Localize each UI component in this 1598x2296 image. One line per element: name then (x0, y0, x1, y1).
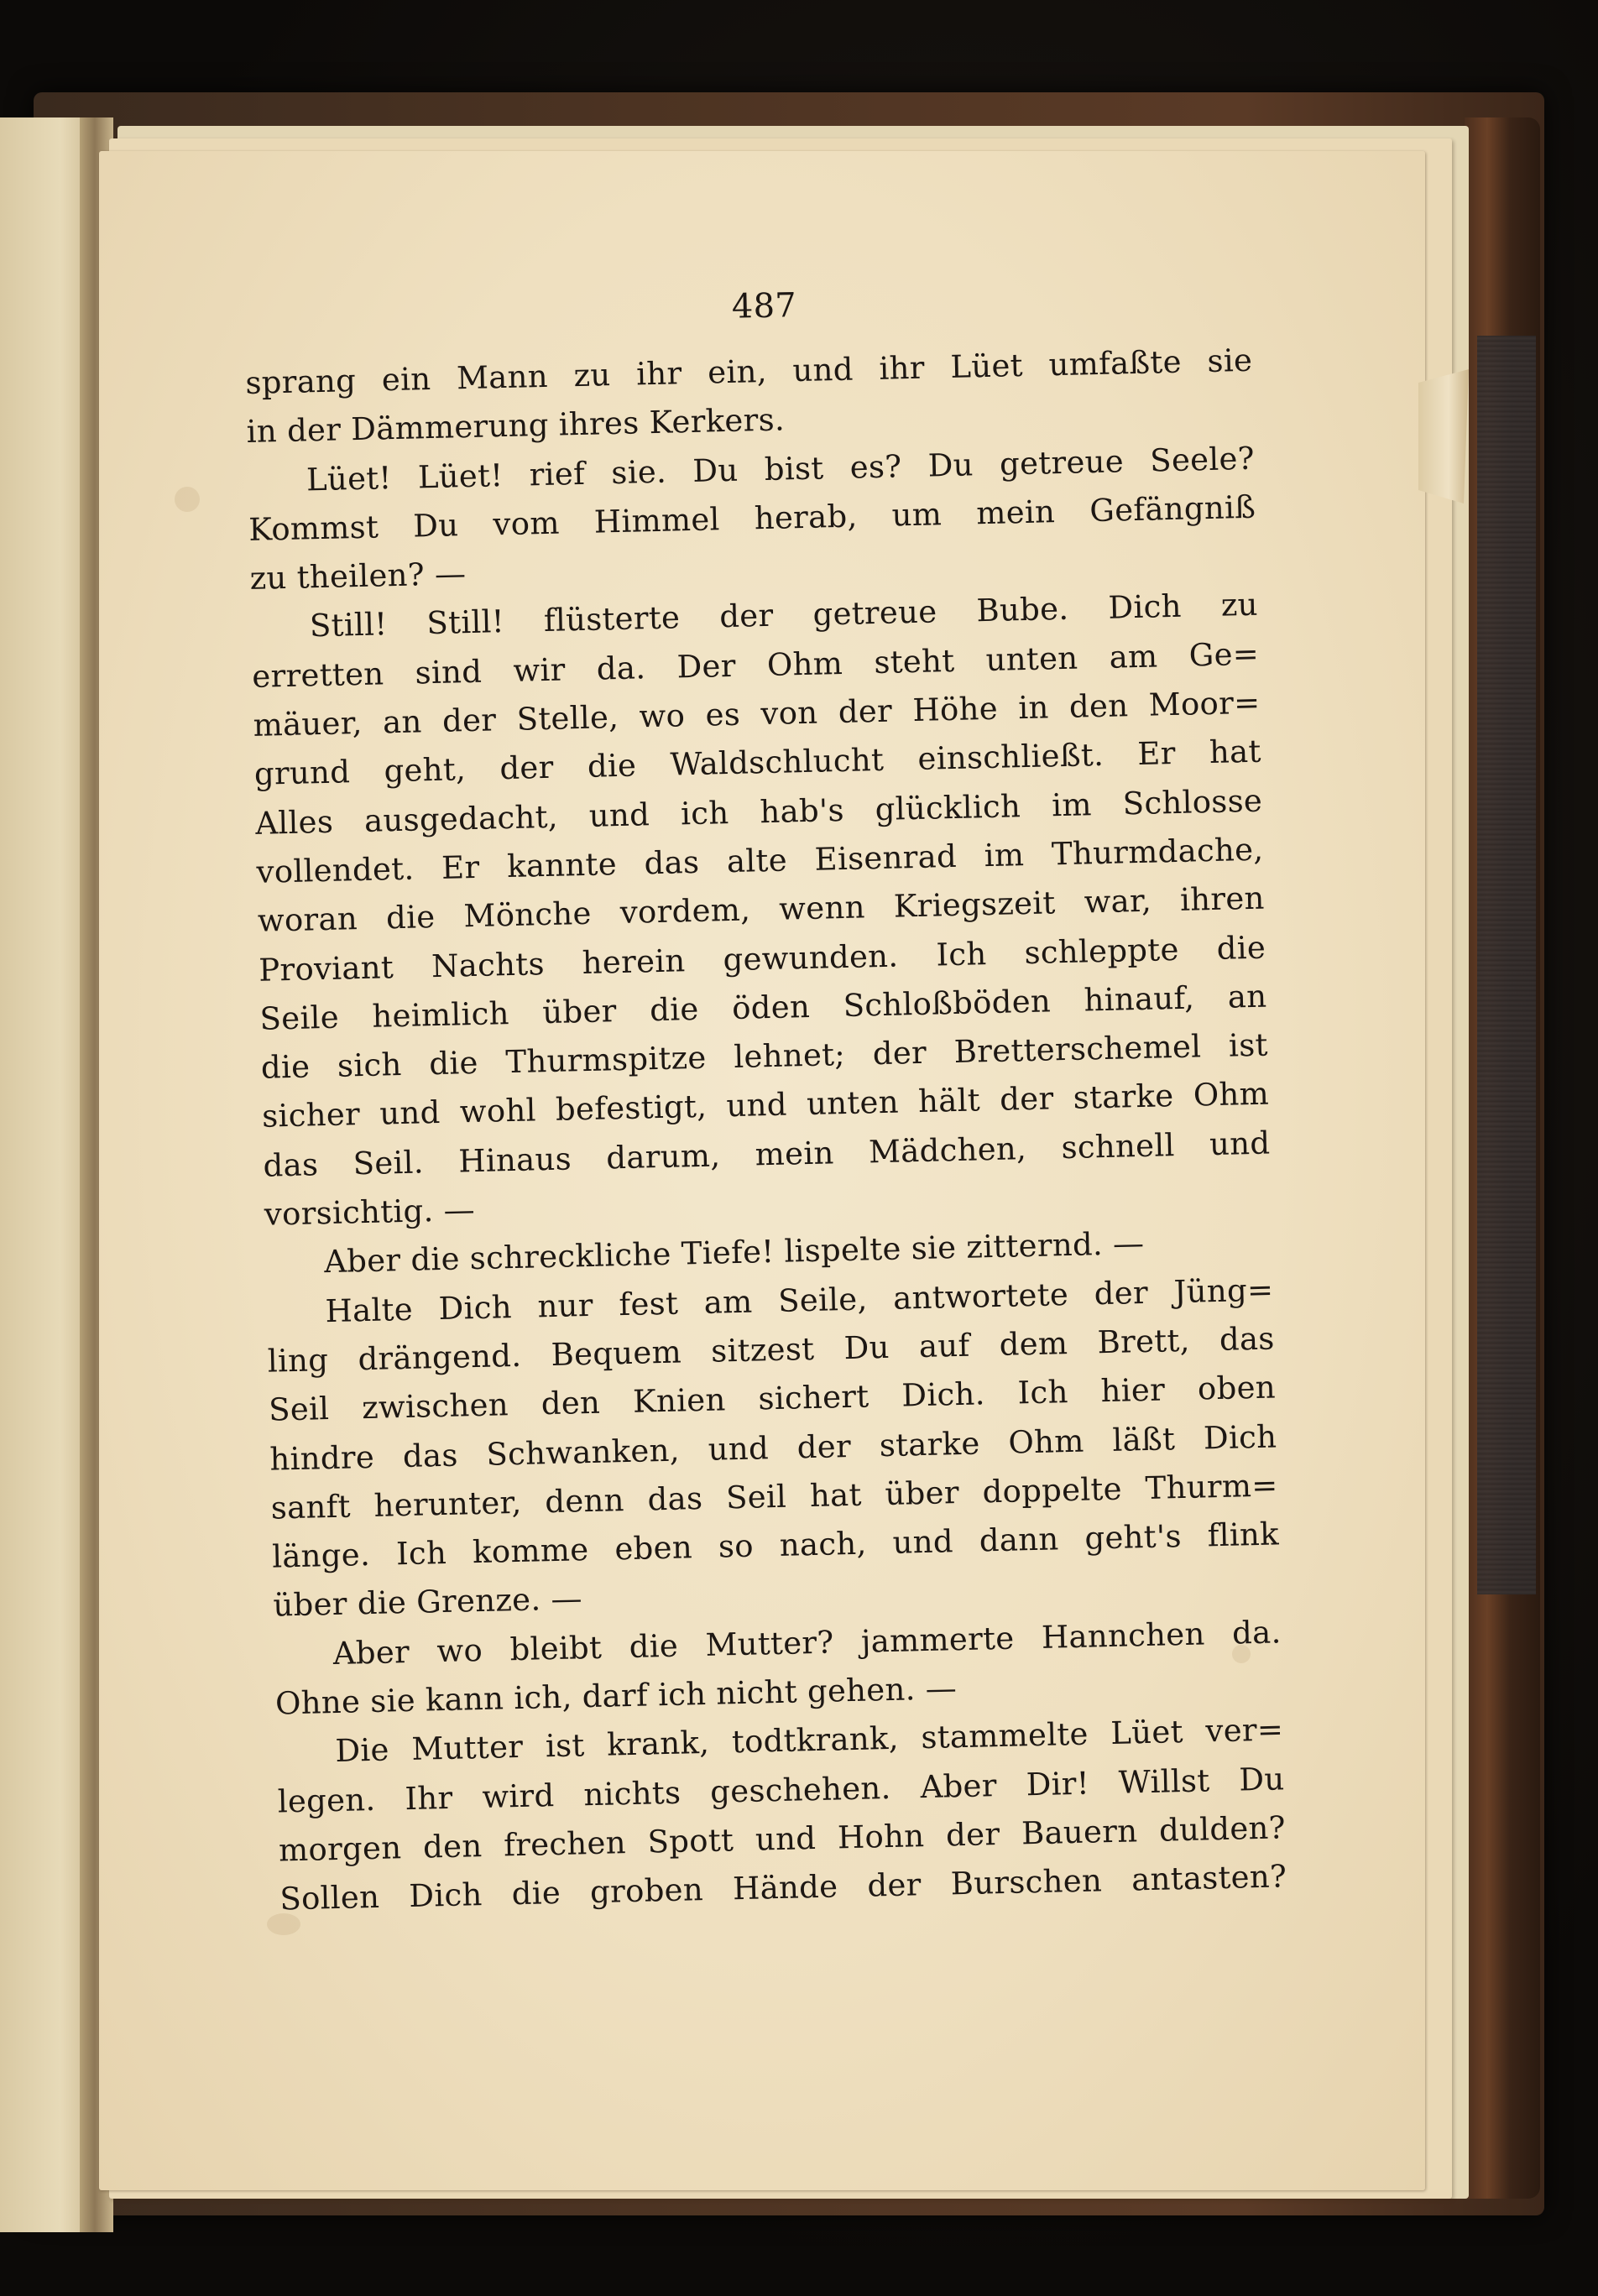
text-line: sicher und wohl befestigt, und unten hält der starke Ohm (261, 1075, 1270, 1135)
text-line: grund geht, der die Waldschlucht einschließt. Er hat (253, 733, 1262, 793)
text-line: sprang ein Mann zu ihr ein, und ihr Lüet umfaßte sie (244, 342, 1253, 401)
text-line: Seile heimlich über die öden Schloßböden hinauf, an (259, 978, 1267, 1037)
page-number: 487 (731, 286, 797, 326)
text-line: Sollen Dich die groben Hände der Burschen antasten? (279, 1858, 1287, 1918)
text-line: Lüet! Lüet! rief sie. Du bist es? Du getreue Seele? (306, 440, 1256, 498)
text-line: vorsichtig. — (264, 1192, 476, 1233)
text-line: hindre das Schwanken, und der starke Ohm läßt Dich (269, 1417, 1277, 1478)
text-line: Seil zwischen den Knien sichert Dich. Ich hier oben (268, 1369, 1277, 1428)
text-line: zu theilen? — (249, 556, 467, 597)
text-line: Aber die schreckliche Tiefe! lispelte sie zitternd. — (323, 1225, 1145, 1281)
text-line: sanft herunter, denn das Seil hat über doppelte Thurm= (270, 1467, 1279, 1526)
text-line: das Seil. Hinaus darum, mein Mädchen, schnell und (263, 1125, 1271, 1184)
text-line: Halte Dich nur fest am Seile, antwortete der Jüng= (325, 1271, 1274, 1329)
text-line: mäuer, an der Stelle, wo es von der Höhe in den Moor= (253, 684, 1261, 744)
text-line: Alles ausgedacht, und ich hab's glücklich im Schlosse (254, 782, 1263, 842)
text-line: über die Grenze. — (272, 1580, 583, 1625)
page-text (243, 271, 1287, 1924)
text-line: länge. Ich komme eben so nach, und dann geht's flink (271, 1516, 1280, 1575)
text-line: vollendet. Er kannte das alte Eisenrad im Thurmdache, (256, 831, 1264, 890)
text-line: Still! Still! flüsterte der getreue Bube. Dich zu (309, 587, 1259, 644)
foxing-spot (175, 487, 200, 512)
text-line: Proviant Nachts herein gewunden. Ich schleppte die (258, 929, 1266, 989)
text-line: ling drängend. Bequem sitzest Du auf dem Brett, das (267, 1320, 1276, 1380)
text-line: die sich die Thurmspitze lehnet; der Bretterschemel ist (260, 1026, 1269, 1086)
text-line: woran die Mönche vordem, wenn Kriegszeit war, ihren (257, 879, 1266, 940)
book-cover-cloth (1477, 336, 1536, 1594)
text-line: Ohne sie kann ich, darf ich nicht gehen. — (274, 1670, 958, 1722)
text-line: in der Dämmerung ihres Kerkers. (246, 401, 786, 451)
text-line: Aber wo bleibt die Mutter? jammerte Hannchen da. (332, 1614, 1282, 1672)
text-line: morgen den frechen Spott und Hohn der Bauern dulden? (278, 1809, 1287, 1869)
folded-page-corner (1418, 369, 1469, 504)
text-lines (245, 337, 1287, 1924)
text-line: Die Mutter ist krank, todtkrank, stammelte Lüet ver= (334, 1711, 1284, 1770)
text-line: erretten sind wir da. Der Ohm steht unten am Ge= (251, 635, 1260, 695)
text-line: Kommst Du vom Himmel herab, um mein Gefängniß (248, 488, 1256, 548)
text-line: legen. Ihr wird nichts geschehen. Aber Dir! Willst Du (277, 1760, 1285, 1820)
